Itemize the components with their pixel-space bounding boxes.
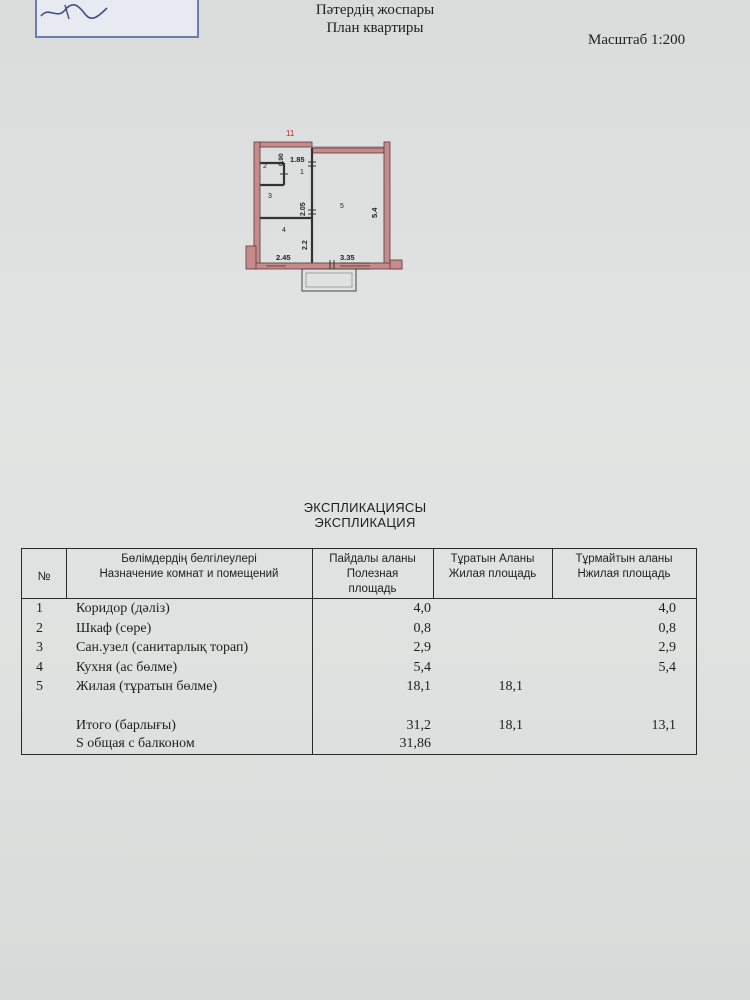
row-name: Жилая (тұратын бөлме) bbox=[76, 679, 218, 694]
top-mark-label: 11 bbox=[286, 129, 295, 138]
room3-label: 3 bbox=[268, 193, 272, 200]
plan-title-ru: План квартиры bbox=[326, 20, 424, 36]
col-header-nonliving-ru: Нжилая площадь bbox=[577, 568, 671, 580]
col-header-name-ru: Назначение комнат и помещений bbox=[99, 568, 279, 580]
row-nonliving: 4,0 bbox=[658, 601, 676, 616]
col-header-living-kz: Тұратын Аланы bbox=[450, 553, 535, 565]
room2-label: 2 bbox=[263, 163, 267, 170]
dim-kitchen-height: 2.2 bbox=[302, 240, 309, 250]
row-nonliving: 2,9 bbox=[658, 640, 676, 655]
row-no: 4 bbox=[36, 660, 43, 675]
row-useful: 2,9 bbox=[413, 640, 431, 655]
row-nonliving: 5,4 bbox=[658, 660, 676, 675]
col-header-nonliving bbox=[552, 552, 696, 582]
col-header-useful-ru2: площадь bbox=[348, 583, 397, 595]
total-name: Итого (барлығы) bbox=[76, 718, 176, 733]
row-no: 3 bbox=[36, 640, 43, 655]
row-nonliving: 0,8 bbox=[658, 621, 676, 636]
dim-room-height: 5.4 bbox=[370, 207, 379, 218]
dim-room-width: 3.35 bbox=[340, 253, 355, 262]
explication-table bbox=[21, 548, 697, 755]
row-no: 1 bbox=[36, 601, 43, 616]
explication-title-kz: ЭКСПЛИКАЦИЯСЫ bbox=[303, 500, 427, 515]
row-no: 5 bbox=[36, 679, 43, 694]
dim-corridor-width: 1.85 bbox=[290, 155, 305, 164]
total-useful: 31,2 bbox=[406, 718, 431, 733]
col-header-useful-kz: Пайдалы аланы bbox=[329, 553, 416, 565]
total-living: 18,1 bbox=[498, 718, 523, 733]
col-header-name-kz: Бөлімдердің белгілеулері bbox=[121, 553, 257, 565]
col-header-living-ru: Жилая площадь bbox=[448, 568, 537, 580]
room5-label: 5 bbox=[340, 203, 344, 210]
row-useful: 18,1 bbox=[406, 679, 431, 694]
col-header-useful-ru: Полезная bbox=[346, 568, 399, 580]
dim-kitchen-width: 2.45 bbox=[276, 253, 291, 262]
plan-title-kz: Пәтердің жоспары bbox=[315, 2, 435, 18]
row-name: Кухня (ас бөлме) bbox=[76, 660, 178, 675]
row-name: Коридор (дәліз) bbox=[76, 601, 170, 616]
explication-title-ru: ЭКСПЛИКАЦИЯ bbox=[314, 515, 416, 530]
room1-label: 1 bbox=[300, 169, 304, 176]
dim-small: 0.90 bbox=[278, 153, 285, 166]
col-header-nonliving-kz: Тұрмайтын аланы bbox=[575, 553, 673, 565]
row-no: 2 bbox=[36, 621, 43, 636]
total-nonliving: 13,1 bbox=[651, 718, 676, 733]
room4-label: 4 bbox=[282, 227, 286, 234]
row-name: Сан.узел (санитарлық торап) bbox=[76, 640, 249, 655]
col-header-useful bbox=[312, 552, 433, 597]
col-header-name bbox=[66, 552, 312, 582]
scale-label: Масштаб 1:200 bbox=[588, 32, 686, 48]
total-balcony-name: S общая с балконом bbox=[76, 736, 195, 751]
row-useful: 0,8 bbox=[413, 621, 431, 636]
dim-wc: 2.05 bbox=[300, 202, 307, 216]
col-header-living bbox=[433, 552, 552, 582]
row-living: 18,1 bbox=[498, 679, 523, 694]
row-useful: 4,0 bbox=[413, 601, 431, 616]
row-name: Шкаф (сөре) bbox=[76, 621, 152, 636]
row-useful: 5,4 bbox=[413, 660, 431, 675]
col-header-no: № bbox=[37, 569, 51, 583]
total-balcony-useful: 31,86 bbox=[399, 736, 431, 751]
floor-plan bbox=[236, 126, 416, 296]
